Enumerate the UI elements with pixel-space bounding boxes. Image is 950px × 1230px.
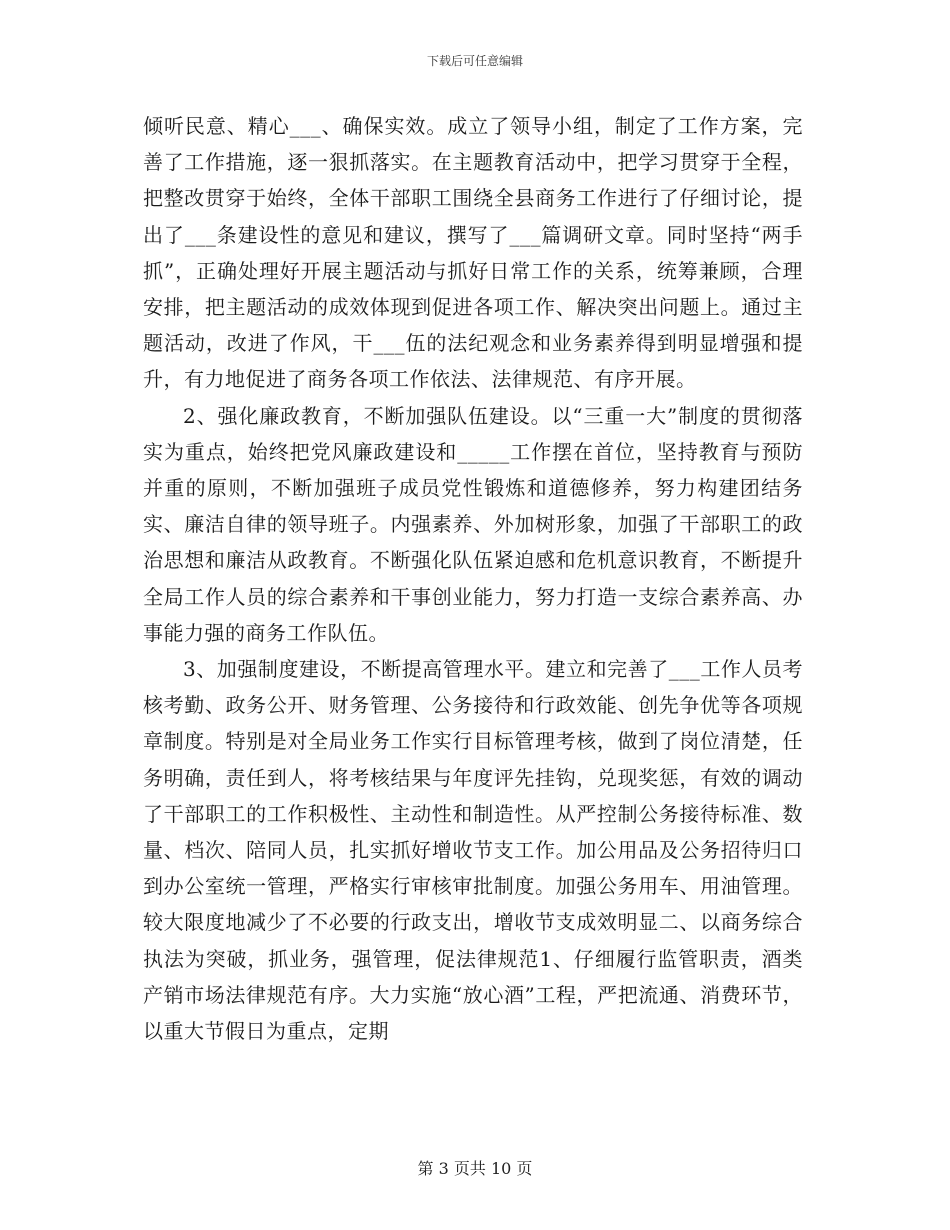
paragraph-2: 2、强化廉政教育，不断加强队伍建设。以“三重一大”制度的贯彻落实为重点，始终把党风廉政建设和_____工作摆在首位，坚持教育与预防并重的原则，不断加强班子成员党性锻炼和道德修养，努力构建团结务实、廉洁自律的领导班子。内强素养、外加树形象，加强了干部职工的政治思想和廉洁从政教育。不断强化队伍紧迫感和危机意识教育，不断提升全局工作人员的综合素养和干事创业能力，努力打造一支综合素养高、办事能力强的商务工作队伍。 — [143, 403, 803, 645]
page-header-note: 下载后可任意编辑 — [426, 54, 523, 68]
document-body — [143, 108, 803, 1049]
paragraph-1: 倾听民意、精心___、确保实效。成立了领导小组，制定了工作方案，完善了工作措施，逐一狠抓落实。在主题教育活动中，把学习贯穿于全程，把整改贯穿于始终，全体干部职工围绕全县商务工作进行了仔细讨论，提出了___条建设性的意见和建议，撰写了___篇调研文章。同时坚持“两手抓”，正确处理好开展主题活动与抓好日常工作的关系，统筹兼顾，合理安排，把主题活动的成效体现到促进各项工作、解决突出问题上。通过主题活动，改进了作风，干___伍的法纪观念和业务素养得到明显增强和提升，有力地促进了商务各项工作依法、法律规范、有序开展。 — [143, 114, 803, 392]
paragraph-3: 3、加强制度建设，不断提高管理水平。建立和完善了___工作人员考核考勤、政务公开、财务管理、公务接待和行政效能、创先争优等各项规章制度。特别是对全局业务工作实行目标管理考核，做到了岗位清楚，任务明确，责任到人，将考核结果与年度评先挂钩，兑现奖惩，有效的调动了干部职工的工作积极性、主动性和制造性。从严控制公务接待标准、数量、档次、陪同人员，扎实抓好增收节支工作。加公用品及公务招待归口到办公室统一管理，严格实行审核审批制度。加强公务用车、用油管理。较大限度地减少了不必要的行政支出，增收节支成效明显二、以商务综合执法为突破，抓业务，强管理，促法律规范1、仔细履行监管职责，酒类产销市场法律规范有序。大力实施“放心酒”工程，严把流通、消费环节，以重大节假日为重点，定期 — [143, 657, 803, 1044]
page-number-footer: 第 3 页共 10 页 — [417, 1159, 533, 1178]
